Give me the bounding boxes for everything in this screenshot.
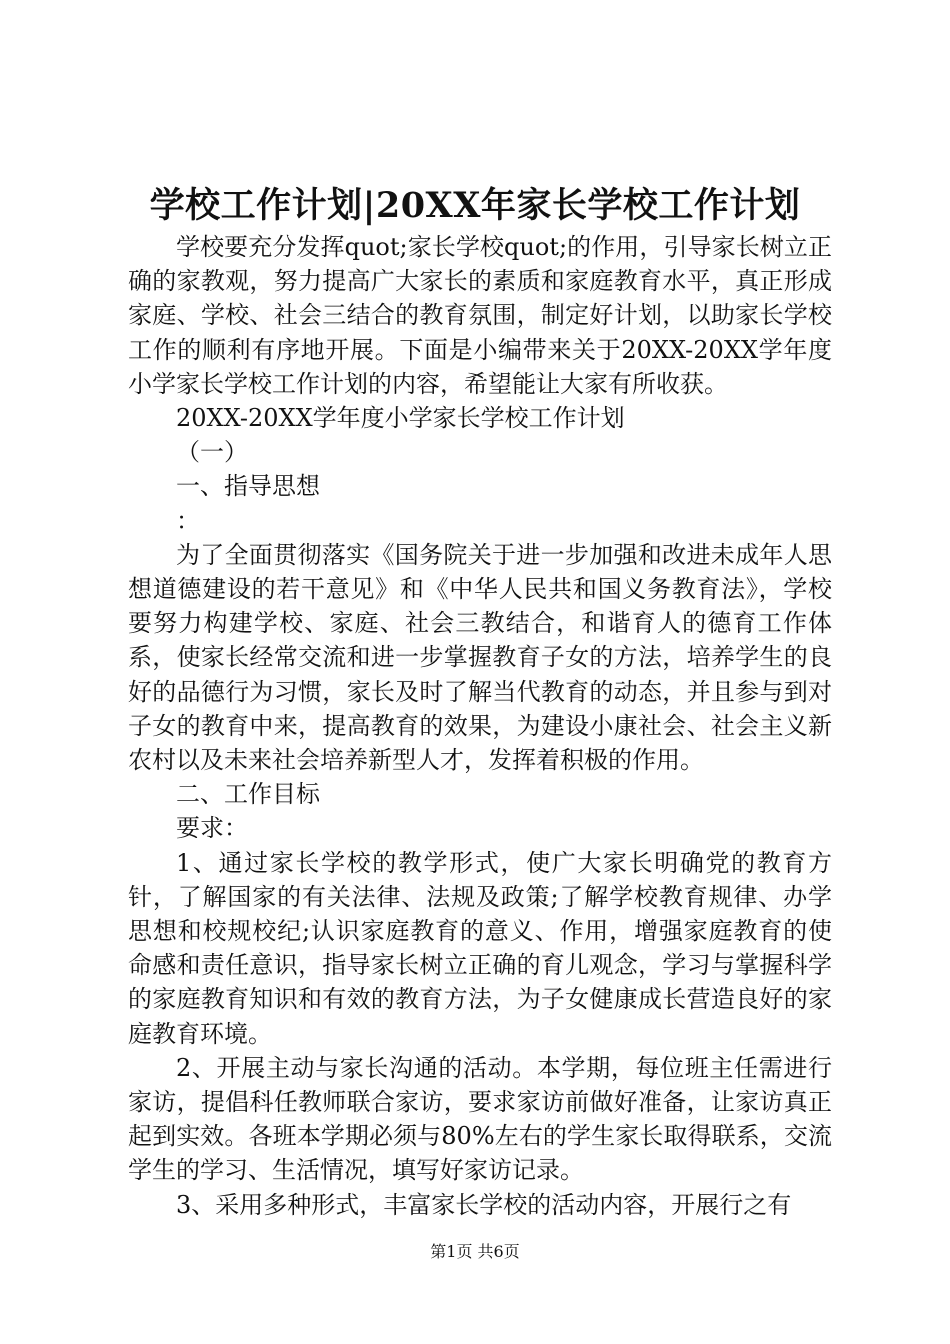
list-item-2: 2、开展主动与家长沟通的活动。本学期，每位班主任需进行家访，提倡科任教师联合家访，要求家访前做好准备，让家访真正起到实效。各班本学期必须与80%左右的学生家长取得联系，交流学生的学习、生活情况，填写好家访记录。: [128, 1053, 832, 1185]
paragraph-colon: ：: [176, 506, 200, 535]
page-footer: 第1页 共6页: [430, 1242, 520, 1261]
section-heading-work-goals: 二、工作目标: [176, 780, 320, 809]
document-title: 学校工作计划|20XX年家长学校工作计划: [149, 185, 801, 226]
list-item-1: 1、通过家长学校的教学形式，使广大家长明确党的教育方针，了解国家的有关法律、法规及政策;了解学校教育规律、办学思想和校规校纪;认识家庭教育的意义、作用，增强家庭教育的使命感和责任意识，指导家长树立正确的育儿观念，学习与掌握科学的家庭教育知识和有效的教育方法，为子女健康成长营造良好的家庭教育环境。: [128, 848, 832, 1048]
paragraph-intro: 学校要充分发挥quot;家长学校quot;的作用，引导家长树立正确的家教观，努力提高广大家长的素质和家庭教育水平，真正形成家庭、学校、社会三结合的教育氛围，制定好计划，以助家长学校工作的顺利有序地开展。下面是小编带来关于20XX-20XX学年度小学家长学校工作计划的内容，希望能让大家有所收获。: [128, 233, 832, 398]
paragraph-part-one: （一）: [176, 438, 248, 467]
paragraph-guiding-ideology: 为了全面贯彻落实《国务院关于进一步加强和改进未成年人思想道德建设的若干意见》和《中华人民共和国义务教育法》，学校要努力构建学校、家庭、社会三教结合，和谐育人的德育工作体系，使家长经常交流和进一步掌握教育子女的方法，培养学生的良好的品德行为习惯，家长及时了解当代教育的动态，并且参与到对子女的教育中来，提高教育的效果，为建设小康社会、社会主义新农村以及未来社会培养新型人才，发挥着积极的作用。: [128, 540, 832, 775]
paragraph-requirements: 要求：: [176, 814, 248, 843]
paragraph-plan-heading: 20XX-20XX学年度小学家长学校工作计划: [176, 404, 625, 433]
document-body: [128, 230, 832, 1222]
section-heading-guiding-ideology: 一、指导思想: [176, 472, 320, 501]
list-item-3: 3、采用多种形式，丰富家长学校的活动内容，开展行之有: [176, 1190, 792, 1219]
